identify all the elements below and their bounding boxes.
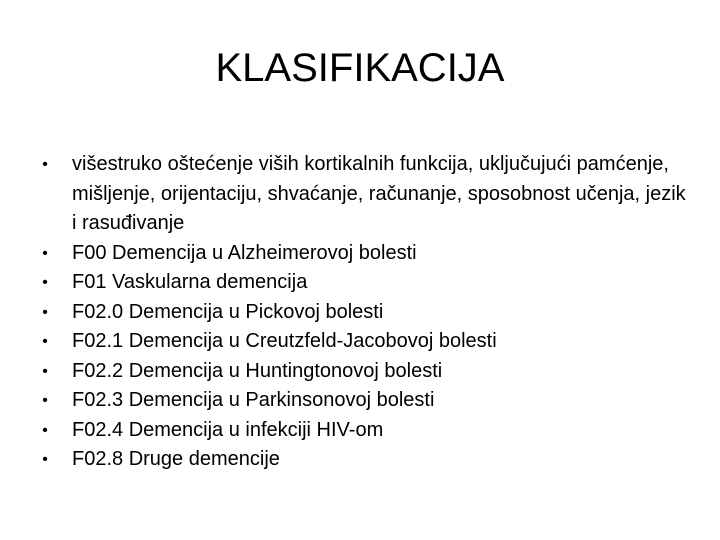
bullet-item [38,386,688,416]
bullet-item [38,445,688,475]
bullet-text: F00 Demencija u Alzheimerovoj bolesti [72,241,417,264]
bullet-text: F02.4 Demencija u infekciji HIV-om [72,418,384,441]
bullet-item [38,298,688,328]
bullet-text: višestruko oštećenje viših kortikalnih funkcija, uključujući pamćenje, mišljenje, orijentaciju, shvaćanje, računanje, sposobnost učenja, jezik i rasuđivanje [72,153,686,234]
bullet-text: F01 Vaskularna demencija [72,271,308,293]
bullet-text: F02.3 Demencija u Parkinsonovoj bolesti [72,389,435,411]
bullet-item [38,357,688,387]
slide-title: KLASIFIKACIJA [215,46,505,90]
bullet-text: F02.2 Demencija u Huntingtonovoj bolesti [72,359,443,382]
bullet-item [38,268,688,298]
bullet-list [38,150,688,475]
bullet-dot-icon: • [42,244,48,262]
bullet-item [38,327,688,357]
bullet-text: F02.1 Demencija u Creutzfeld-Jacobovoj bolesti [72,330,497,352]
bullet-dot-icon: • [42,156,48,173]
bullet-dot-icon: • [42,274,48,291]
bullet-item [38,416,688,446]
bullet-dot-icon: • [42,333,48,350]
bullet-dot-icon: • [42,421,48,439]
bullet-item [38,239,688,269]
bullet-dot-icon: • [42,362,48,380]
bullet-dot-icon: • [42,451,48,468]
bullet-text: F02.8 Druge demencije [72,448,280,470]
bullet-item [38,150,688,239]
bullet-text: F02.0 Demencija u Pickovoj bolesti [72,300,384,323]
bullet-dot-icon: • [42,392,48,409]
bullet-dot-icon: • [42,303,48,321]
